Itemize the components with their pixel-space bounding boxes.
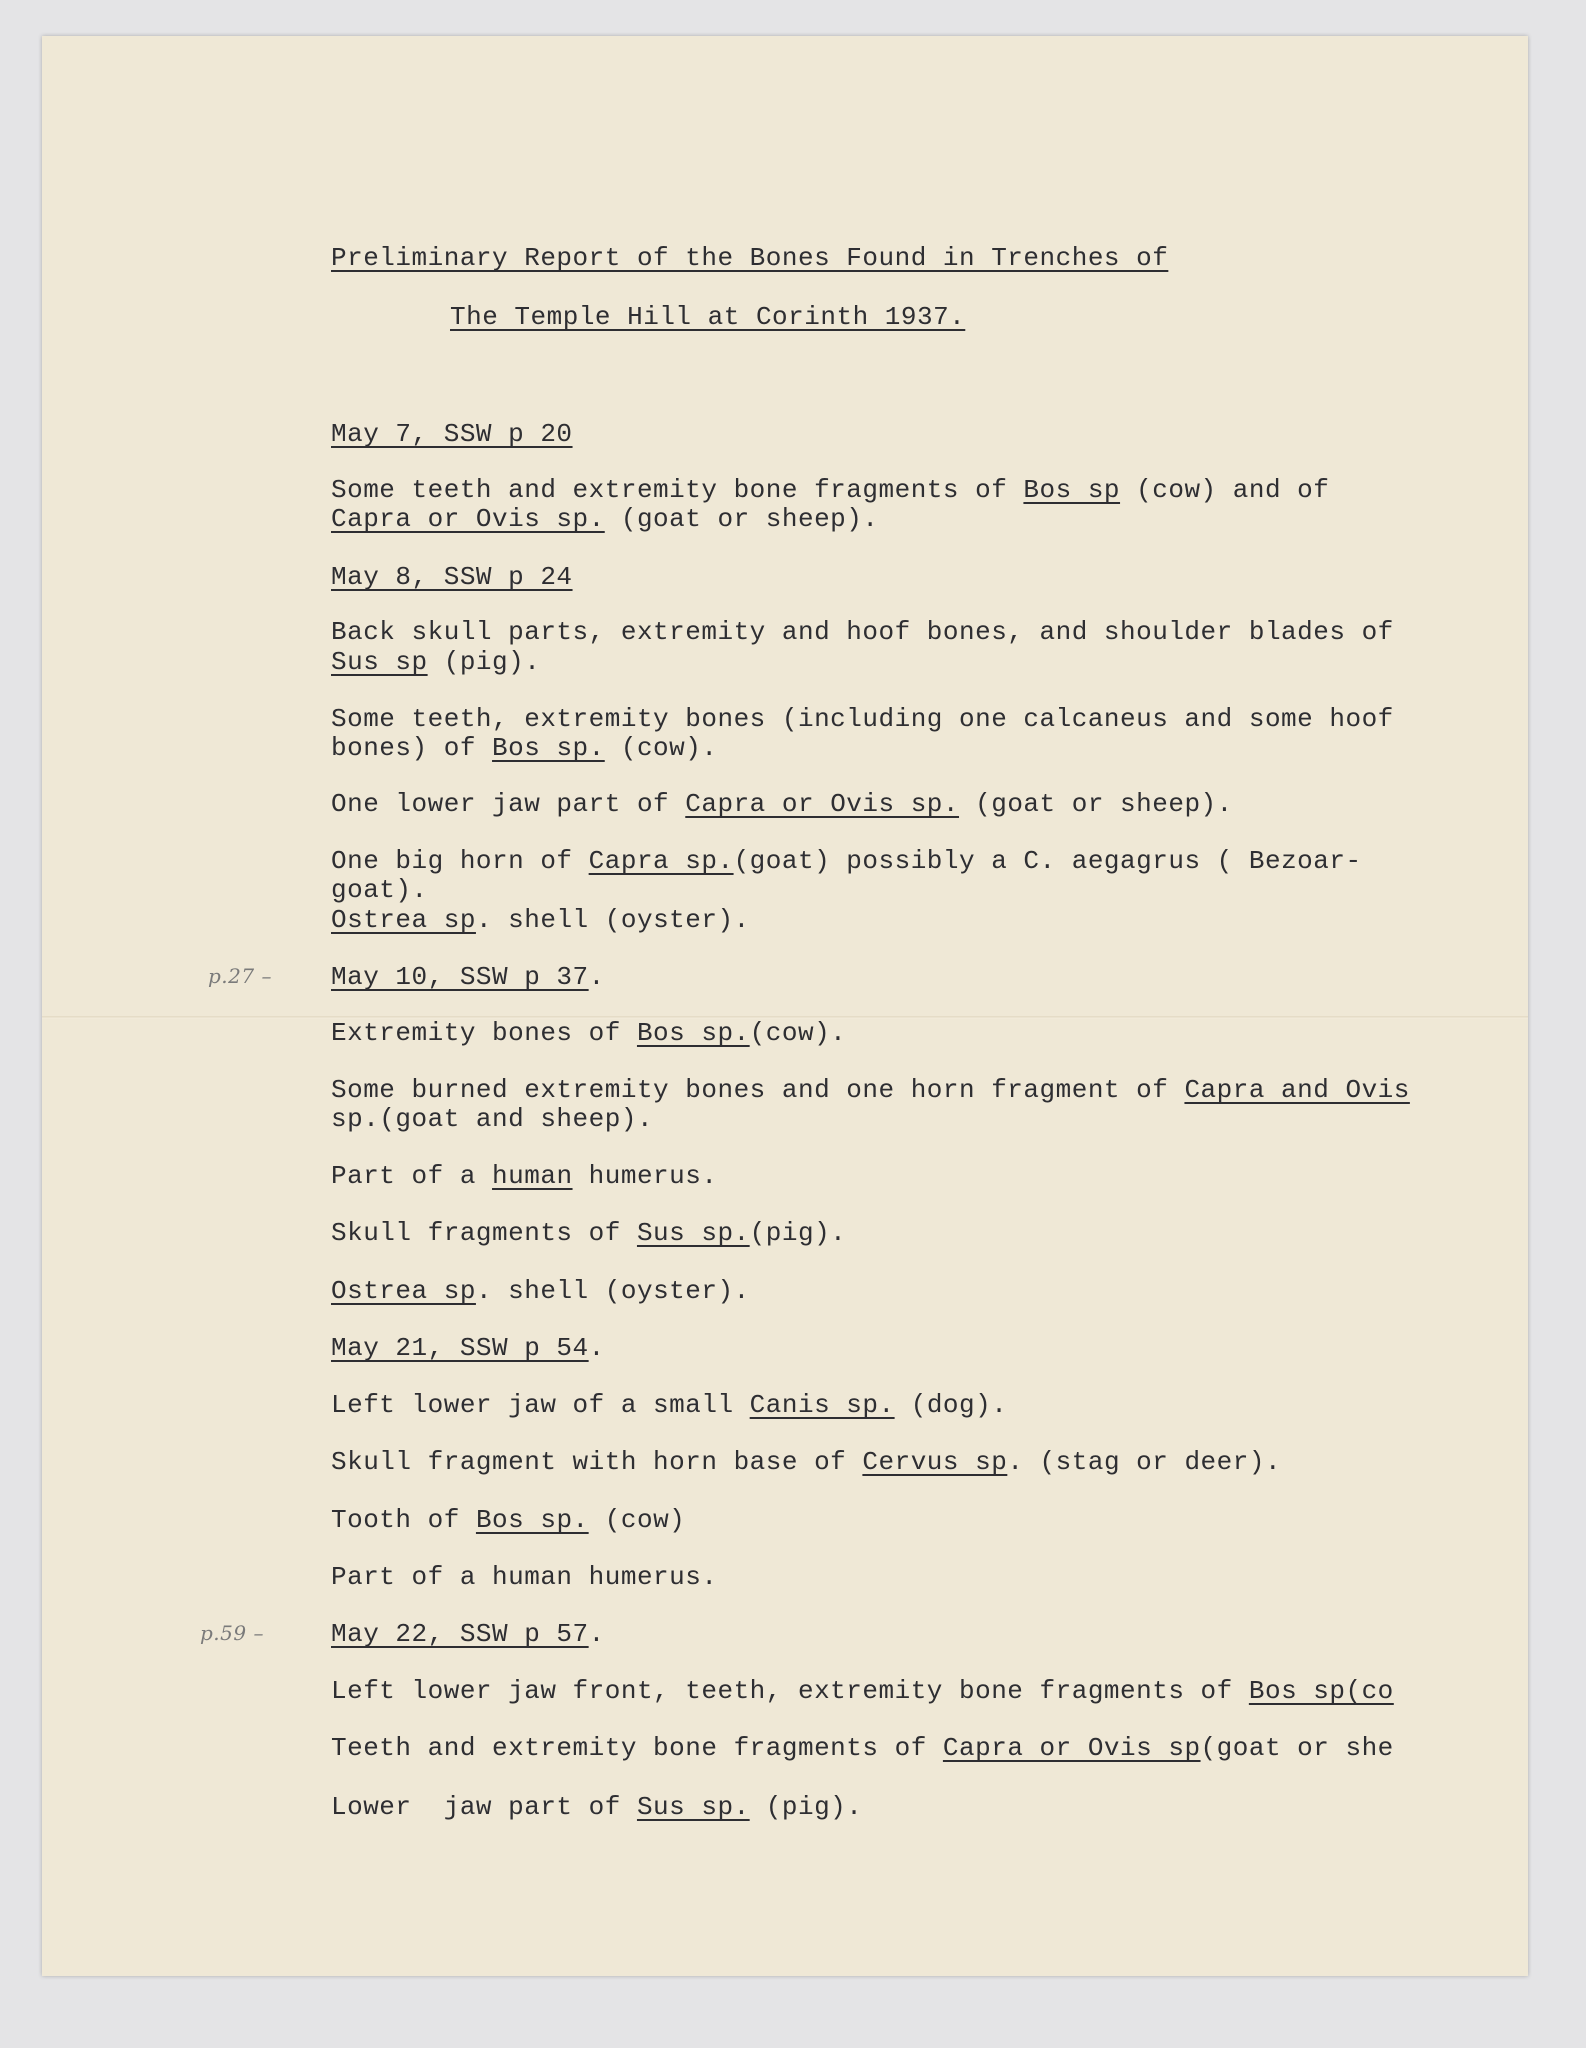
date-heading-may-10: May 10, SSW p 37. <box>331 962 605 992</box>
entry-line: Skull fragment with horn base of Cervus sp. (stag or deer). <box>331 1447 1282 1477</box>
entry-line: Extremity bones of Bos sp.(cow). <box>331 1018 847 1048</box>
entry-line: Lower jaw part of Sus sp. (pig). <box>331 1792 863 1822</box>
entry-line: Sus sp (pig). <box>331 647 541 677</box>
title-line-2: The Temple Hill at Corinth 1937. <box>450 302 966 332</box>
entry-line: Part of a human humerus. <box>331 1161 718 1191</box>
entry-line: Some teeth, extremity bones (including one calcaneus and some hoof <box>331 704 1394 734</box>
entry-line: One lower jaw part of Capra or Ovis sp. (goat or sheep). <box>331 789 1233 819</box>
entry-line: Teeth and extremity bone fragments of Capra or Ovis sp(goat or she <box>331 1733 1394 1763</box>
entry-line: sp.(goat and sheep). <box>331 1104 654 1134</box>
entry-line: Left lower jaw front, teeth, extremity bone fragments of Bos sp(co <box>331 1676 1394 1706</box>
date-heading-may-21: May 21, SSW p 54. <box>331 1333 605 1363</box>
date-heading-may-8: May 8, SSW p 24 <box>331 562 573 592</box>
margin-note: p.27 – <box>208 964 272 988</box>
entry-line: Back skull parts, extremity and hoof bones, and shoulder blades of <box>331 617 1394 647</box>
entry-line: Ostrea sp. shell (oyster). <box>331 905 750 935</box>
date-heading-may-7: May 7, SSW p 20 <box>331 419 573 449</box>
entry-line: Tooth of Bos sp. (cow) <box>331 1505 686 1535</box>
entry-line: goat). <box>331 875 428 905</box>
entry-line: Part of a human humerus. <box>331 1562 718 1592</box>
entry-line: bones) of Bos sp. (cow). <box>331 733 718 763</box>
entry-line: Some burned extremity bones and one horn fragment of Capra and Ovis <box>331 1075 1410 1105</box>
entry-line: Skull fragments of Sus sp.(pig). <box>331 1218 847 1248</box>
date-heading-may-22: May 22, SSW p 57. <box>331 1619 605 1649</box>
entry-line: Ostrea sp. shell (oyster). <box>331 1276 750 1306</box>
title-line-1: Preliminary Report of the Bones Found in Trenches of <box>331 243 1169 273</box>
entry-line: Some teeth and extremity bone fragments of Bos sp (cow) and of <box>331 475 1330 505</box>
entry-line: Left lower jaw of a small Canis sp. (dog). <box>331 1390 1008 1420</box>
entry-line: One big horn of Capra sp.(goat) possibly a C. aegagrus ( Bezoar- <box>331 846 1362 876</box>
entry-line: Capra or Ovis sp. (goat or sheep). <box>331 504 879 534</box>
margin-note: p.59 – <box>200 1621 264 1645</box>
